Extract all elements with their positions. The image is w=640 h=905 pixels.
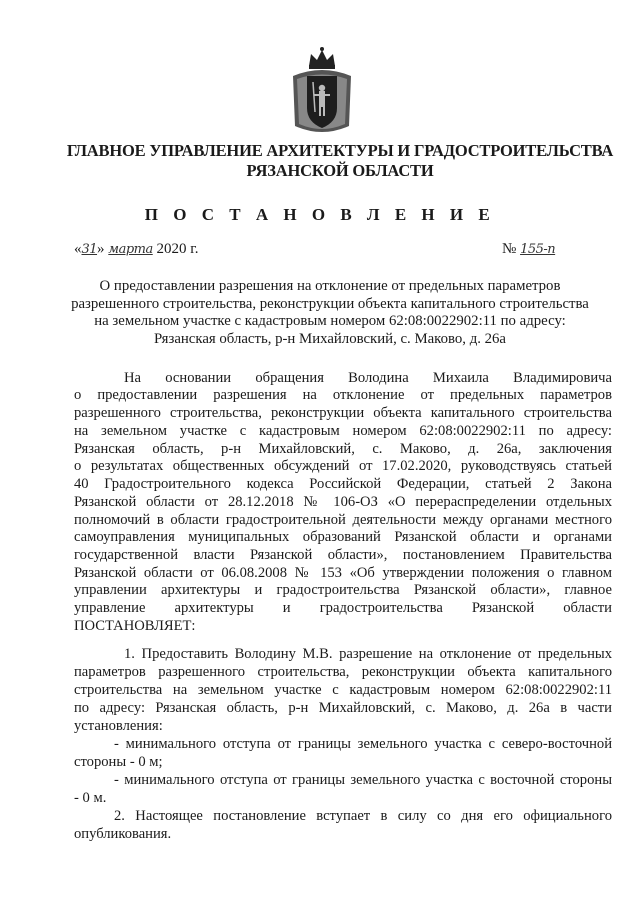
decision-line: параметров разрешенного строительства, реконструкции объекта капитального xyxy=(74,664,612,680)
body-line: самоуправления муниципальных образований Рязанской области и органами xyxy=(74,529,612,545)
decision-line: - минимального отступа от границы земельного участка с восточной стороны xyxy=(114,772,612,788)
decision-line: опубликования. xyxy=(74,826,172,842)
body-line: ПОСТАНОВЛЯЕТ: xyxy=(74,618,196,634)
date-day: 31 xyxy=(81,242,98,257)
org-name-line-2: РЯЗАНСКОЙ ОБЛАСТИ xyxy=(246,161,434,180)
body-line: управление архитектуры и градостроительства Рязанской области xyxy=(74,600,612,616)
body-line: управлении архитектуры и градостроительства Рязанской области», главное xyxy=(74,582,612,598)
decision-line: строительства на земельном участке с кадастровым номером 62:08:0022902:11 xyxy=(74,682,612,698)
body-line: Рязанской области от 28.12.2018 № 106-ОЗ «О перераспределении отдельных xyxy=(74,494,612,510)
date-open-quote: « xyxy=(74,241,82,257)
date-year: 2020 г. xyxy=(156,241,199,257)
decision-line: 1. Предоставить Володину М.В. разрешение на отклонение от предельных xyxy=(124,646,612,662)
subject-line: разрешенного строительства, реконструкции объекта капитального строительства xyxy=(71,295,589,312)
decision-line: - минимального отступа от границы земельного участка с северо-восточной xyxy=(114,736,612,752)
body-line: Рязанская область, р-н Михайловский, с. Маково, д. 26а, заключения xyxy=(74,441,612,457)
document-date xyxy=(74,241,198,258)
body-line: о предоставлении разрешения на отклонение от предельных параметров xyxy=(74,387,612,403)
decision-line: по адресу: Рязанская область, р-н Михайловский, с. Маково, д. 26а в части xyxy=(74,700,612,716)
body-line: На основании обращения Володина Михаила Владимировича xyxy=(124,370,612,386)
subject-line: О предоставлении разрешения на отклонение от предельных параметров xyxy=(99,278,561,294)
date-mid-quote: » xyxy=(97,241,105,257)
body-line: Рязанской области от 06.08.2008 № 153 «Об утверждении положения о главном xyxy=(74,565,612,581)
document-subject xyxy=(70,278,590,348)
document-number xyxy=(502,241,555,258)
date-month: марта xyxy=(108,242,153,257)
body-line: на земельном участке с кадастровым номером 62:08:0022902:11 по адресу: xyxy=(74,423,612,439)
org-name-line-1: ГЛАВНОЕ УПРАВЛЕНИЕ АРХИТЕКТУРЫ И ГРАДОСТРОИТЕЛЬСТВА xyxy=(66,141,614,160)
document-title: П О С Т А Н О В Л Е Н И Е xyxy=(144,205,496,224)
decision-line: - 0 м. xyxy=(74,790,107,806)
body-line: полномочий в области градостроительной деятельности между органами местного xyxy=(74,512,612,528)
number-value: 155-п xyxy=(520,242,556,257)
body-line: разрешенного строительства, реконструкции объекта капитального строительства xyxy=(74,405,612,421)
decision-line: стороны - 0 м; xyxy=(74,754,163,770)
body-line: государственной власти Рязанской области», постановлением Правительства xyxy=(74,547,612,563)
body-line: 40 Градостроительного кодекса Российской Федерации, статьей 2 Закона xyxy=(74,476,612,492)
body-line: о результатах общественных обсуждений от 17.02.2020, руководствуясь статьей xyxy=(74,458,612,474)
ryazan-coat-of-arms-icon xyxy=(287,46,357,138)
subject-line: Рязанская область, р-н Михайловский, с. Маково, д. 26а xyxy=(154,330,506,347)
number-prefix: № xyxy=(502,241,517,257)
subject-line: на земельном участке с кадастровым номером 62:08:0022902:11 по адресу: xyxy=(94,313,566,329)
decision-line: установления: xyxy=(74,718,163,734)
decision-line: 2. Настоящее постановление вступает в силу со дня его официального xyxy=(114,808,612,824)
